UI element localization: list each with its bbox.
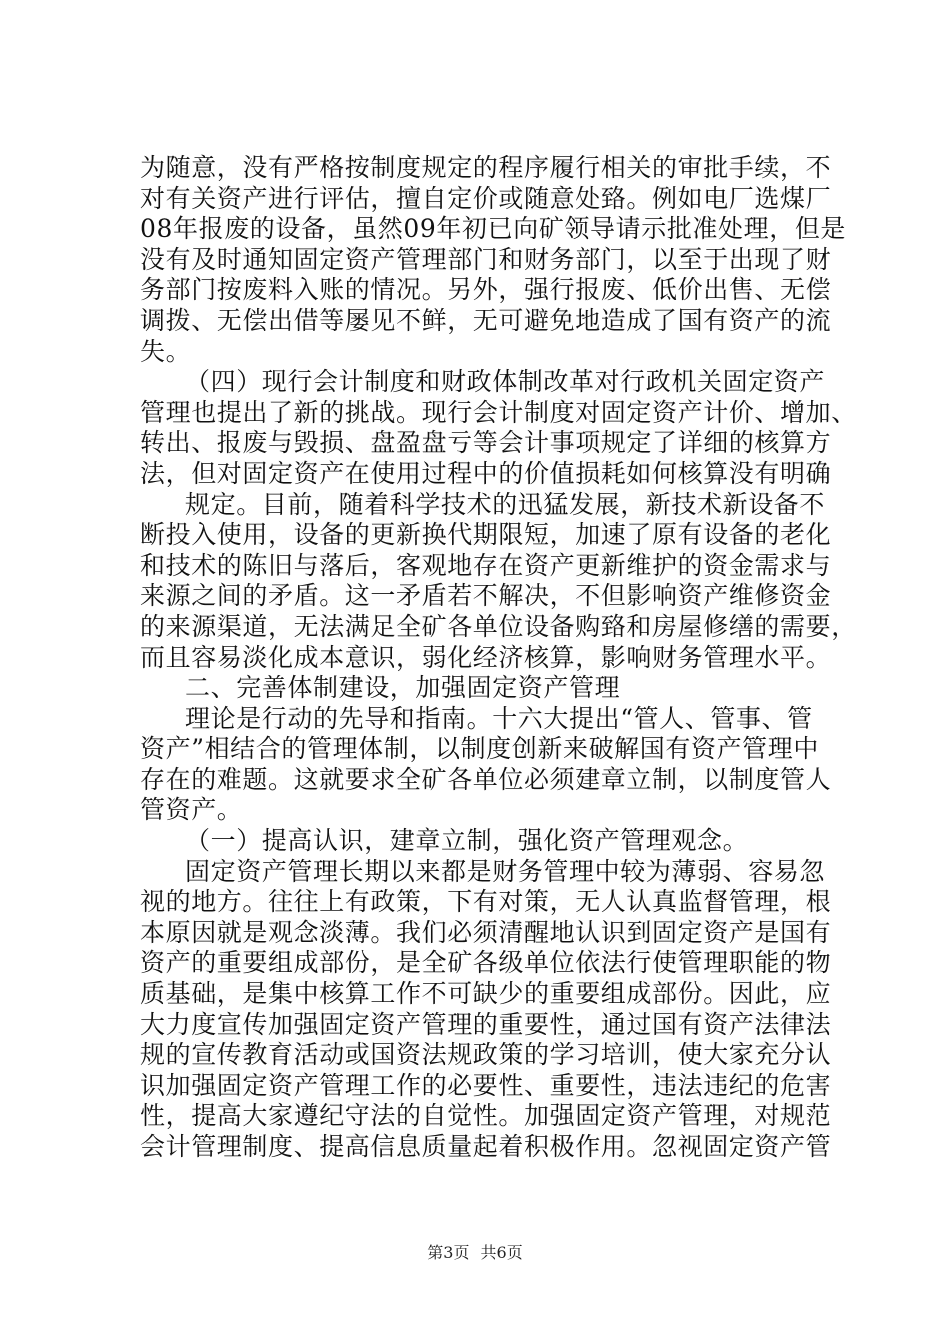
- text-line: 08年报废的设备，虽然09年初已向矿领导请示批准处理，但是: [140, 214, 847, 244]
- text-line: 调拨、无偿出借等屡见不鲜，无可避免地造成了国有资产的流: [140, 305, 832, 335]
- text-line: 对有关资产进行评估，擅自定价或随意处臵。例如电厂选煤厂: [140, 183, 832, 213]
- text-line: 资产”相结合的管理体制，以制度创新来破解国有资产管理中: [140, 734, 819, 764]
- text-line: 视的地方。往往上有政策，下有对策，无人认真监督管理，根: [140, 887, 832, 917]
- document-body: [140, 153, 857, 1163]
- text-line: 性，提高大家遵纪守法的自觉性。加强固定资产管理，对规范: [140, 1101, 832, 1131]
- text-line: 识加强固定资产管理工作的必要性、重要性，违法违纪的危害: [140, 1070, 832, 1100]
- text-line: 务部门按废料入账的情况。另外，强行报废、低价出售、无偿: [140, 275, 832, 305]
- text-line: 规定。目前，随着科学技术的迅猛发展，新技术新设备不: [185, 489, 826, 519]
- text-line: （一）提高认识，建章立制，强化资产管理观念。: [185, 826, 749, 856]
- text-line: 来源之间的矛盾。这一矛盾若不解决，不但影响资产维修资金: [140, 581, 832, 611]
- text-line: 会计管理制度、提高信息质量起着积极作用。忽视固定资产管: [140, 1132, 832, 1161]
- text-line: 资产的重要组成部份，是全矿各级单位依法行使管理职能的物: [140, 948, 832, 978]
- page-number-total: 共6页: [480, 1243, 523, 1262]
- text-line: 二、完善体制建设，加强固定资产管理: [185, 673, 621, 703]
- page-number-current: 第3页: [427, 1243, 470, 1262]
- text-line: 管理也提出了新的挑战。现行会计制度对固定资产计价、增加、: [140, 397, 857, 427]
- text-line: 和技术的陈旧与落后，客观地存在资产更新维护的资金需求与: [140, 550, 832, 580]
- text-line: 的来源渠道，无法满足全矿各单位设备购臵和房屋修缮的需要，: [140, 611, 857, 641]
- text-line: 没有及时通知固定资产管理部门和财务部门，以至于出现了财: [140, 244, 832, 274]
- text-line: 规的宣传教育活动或国资法规政策的学习培训，使大家充分认: [140, 1040, 832, 1070]
- text-line: 本原因就是观念淡薄。我们必须清醒地认识到固定资产是国有: [140, 917, 832, 947]
- text-line: （四）现行会计制度和财政体制改革对行政机关固定资产: [185, 367, 826, 397]
- text-line: 断投入使用，设备的更新换代期限短，加速了原有设备的老化: [140, 520, 832, 550]
- page-footer: [0, 1243, 950, 1263]
- text-line: 大力度宣传加强固定资产管理的重要性，通过国有资产法律法: [140, 1009, 832, 1039]
- text-lines: [140, 153, 857, 1163]
- text-line: 法，但对固定资产在使用过程中的价值损耗如何核算没有明确: [140, 458, 832, 488]
- text-line: 而且容易淡化成本意识，弱化经济核算，影响财务管理水平。: [140, 642, 832, 672]
- text-line: 管资产。: [140, 795, 243, 825]
- text-line: 质基础，是集中核算工作不可缺少的重要组成部份。因此，应: [140, 979, 832, 1009]
- text-line: 理论是行动的先导和指南。十六大提出“管人、管事、管: [185, 703, 813, 733]
- text-line: 为随意，没有严格按制度规定的程序履行相关的审批手续，不: [140, 153, 832, 182]
- text-line: 固定资产管理长期以来都是财务管理中较为薄弱、容易忽: [185, 856, 826, 886]
- text-line: 存在的难题。这就要求全矿各单位必须建章立制，以制度管人: [140, 764, 832, 794]
- text-line: 转出、报废与毁损、盘盈盘亏等会计事项规定了详细的核算方: [140, 428, 832, 458]
- text-line: 失。: [140, 336, 192, 366]
